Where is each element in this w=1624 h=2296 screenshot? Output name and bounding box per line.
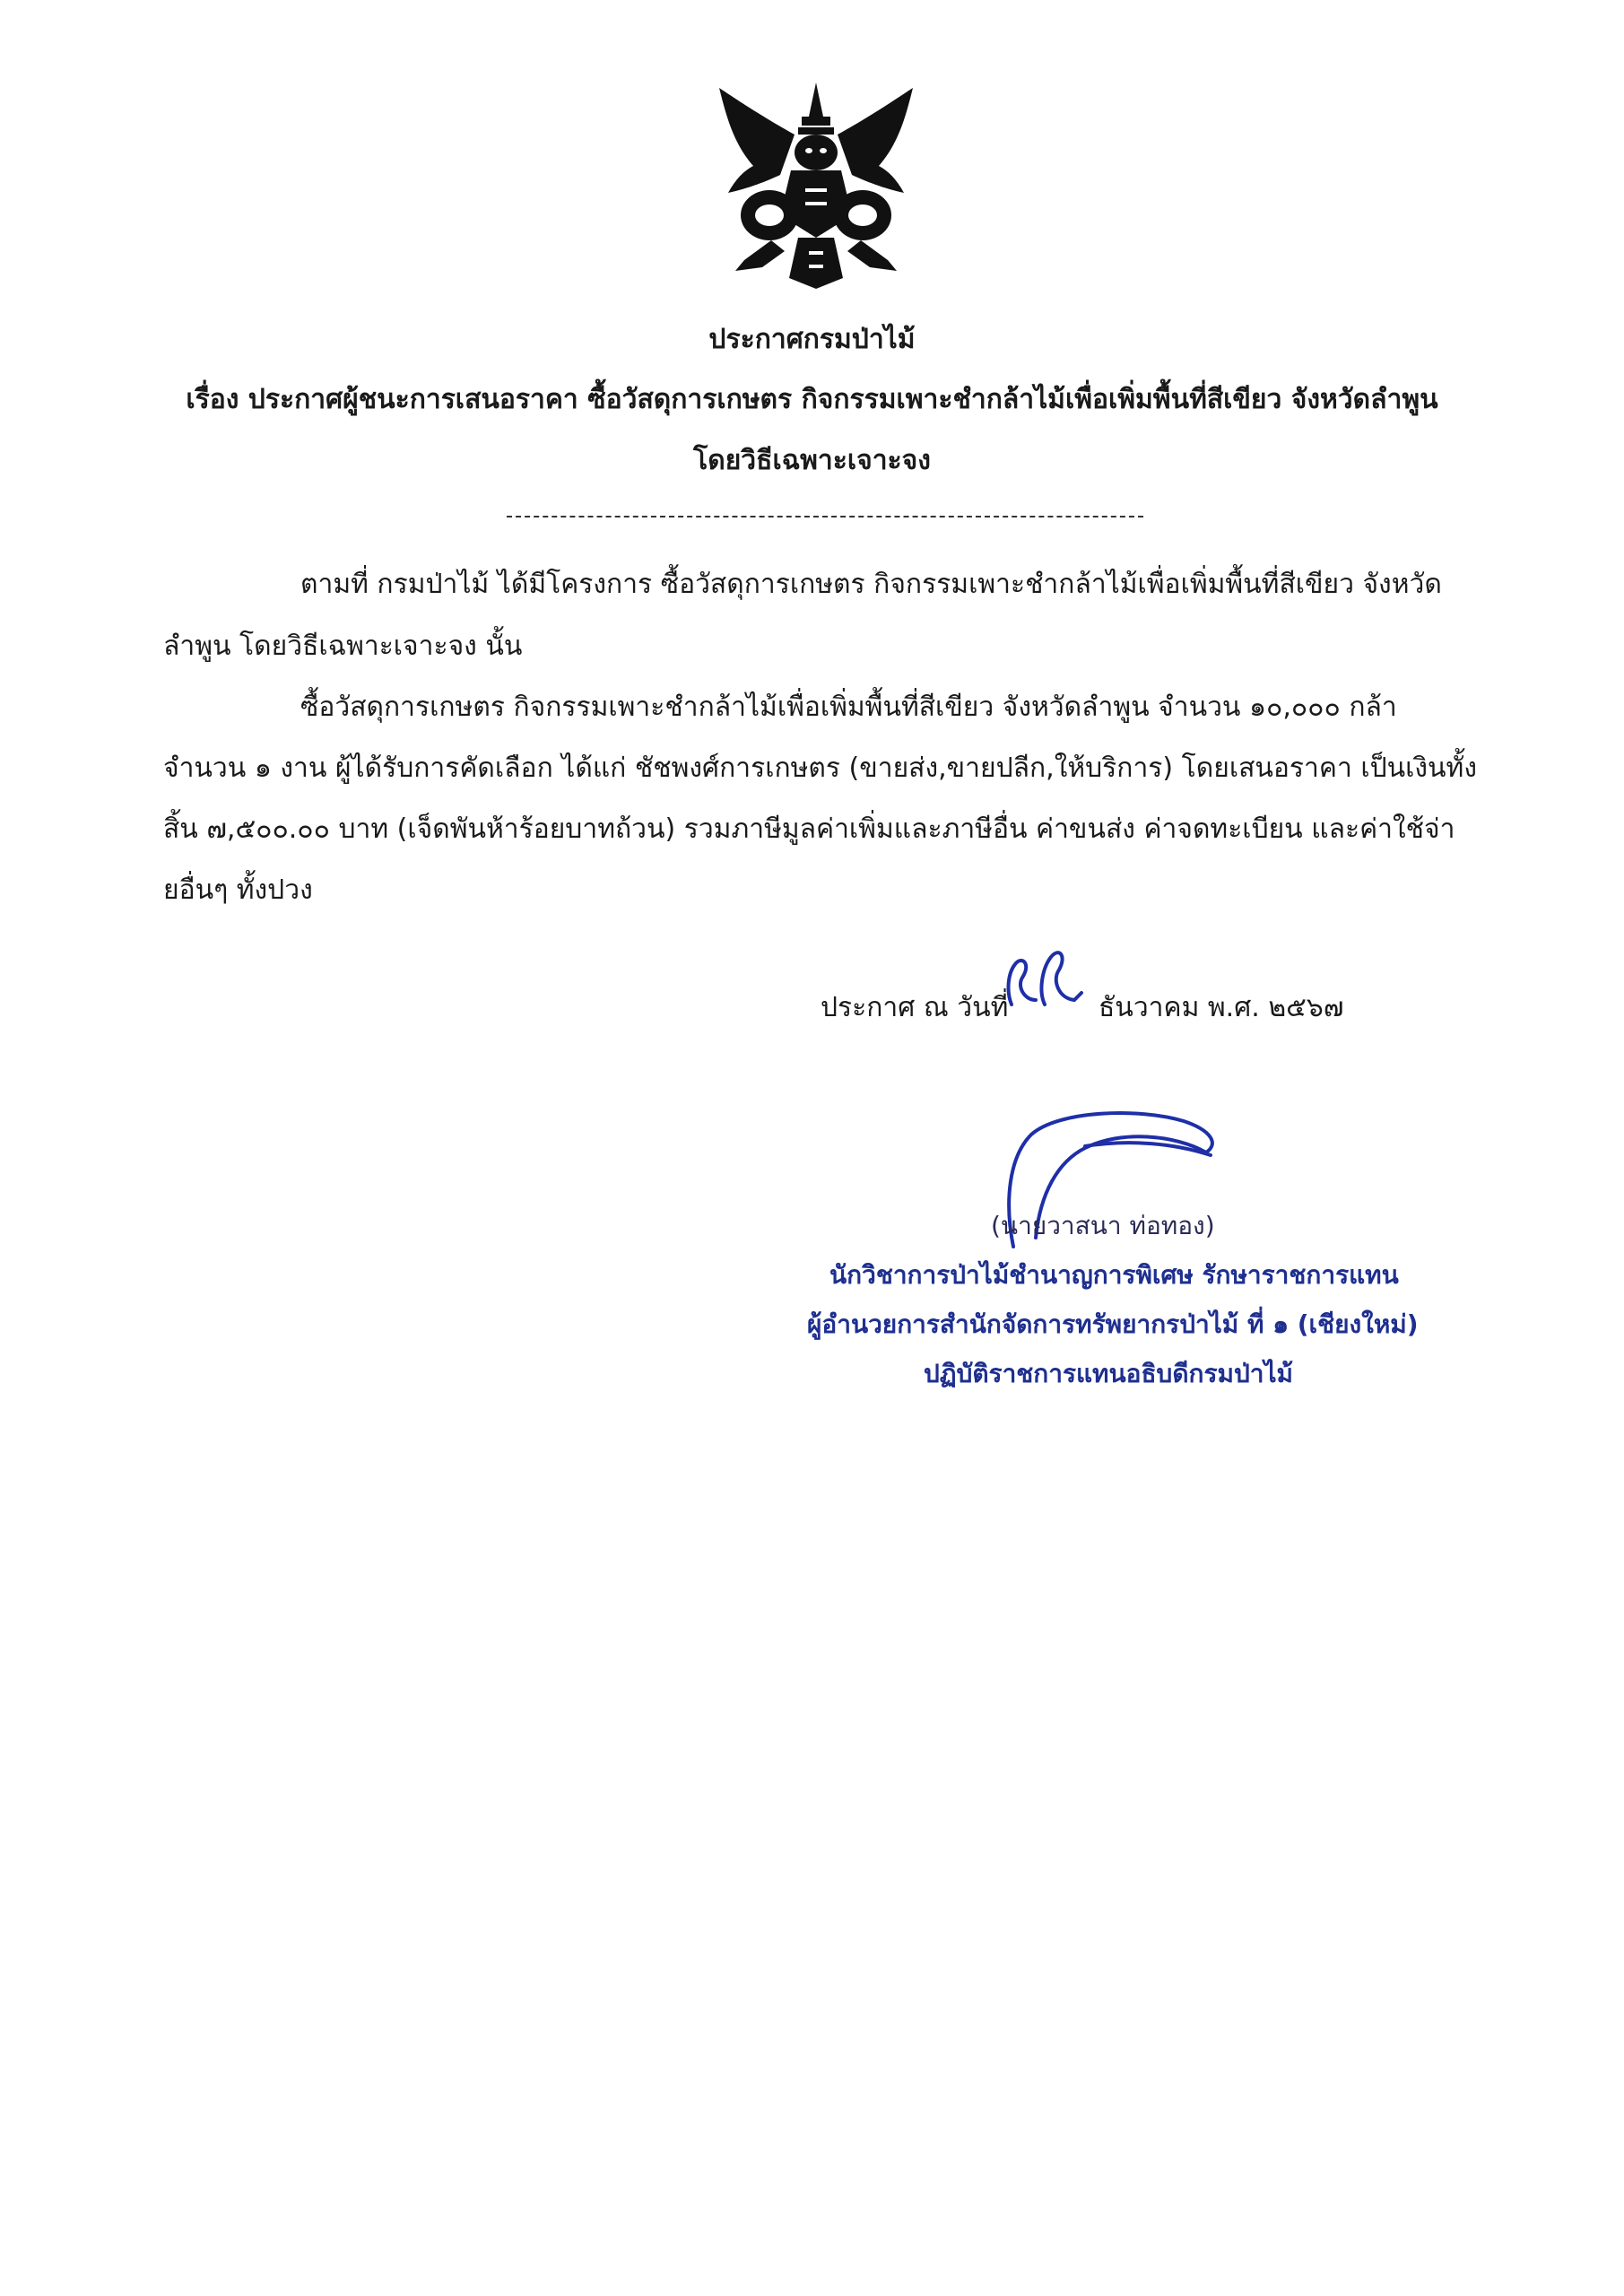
body-paragraph-1-line-2: ลำพูน โดยวิธีเฉพาะเจาะจง นั้น [163, 631, 523, 662]
procurement-method: โดยวิธีเฉพาะเจาะจง [693, 445, 931, 476]
body-paragraph-2-line-2: จำนวน ๑ งาน ผู้ได้รับการคัดเลือก ได้แก่ ชัชพงศ์การเกษตร (ขายส่ง,ขายปลีก,ให้บริการ) โดยเสนอราคา เป็นเงินทั้ง [163, 752, 1477, 784]
body-paragraph-2-line-4: ยอื่นๆ ทั้งปวง [163, 874, 313, 906]
announcement-subject: เรื่อง ประกาศผู้ชนะการเสนอราคา ซื้อวัสดุการเกษตร กิจกรรมเพาะชำกล้าไม้เพื่อเพิ่มพื้นที่สีเขียว จังหวัดลำพูน [186, 384, 1438, 415]
body-paragraph-2-line-3: สิ้น ๗,๕๐๐.๐๐ บาท (เจ็ดพันห้าร้อยบาทถ้วน) รวมภาษีมูลค่าเพิ่มและภาษีอื่น ค่าขนส่ง ค่าจดทะเบียน และค่าใช้จ่า [163, 813, 1455, 845]
signer-title-2: ผู้อำนวยการสำนักจัดการทรัพยากรป่าไม้ ที่ ๑ (เชียงใหม่) [807, 1309, 1419, 1339]
garuda-emblem-icon [708, 81, 924, 291]
signer-title-3: ปฏิบัติราชการแทนอธิบดีกรมป่าไม้ [924, 1359, 1294, 1388]
signer-name: (นายวาสนา ท่อทอง) [991, 1211, 1215, 1240]
signer-title-1: นักวิชาการป่าไม้ชำนาญการพิเศษ รักษาราชการแทน [829, 1260, 1399, 1290]
date-prefix: ประกาศ ณ วันที่ [821, 992, 1009, 1023]
body-paragraph-1-line-1: ตามที่ กรมป่าไม้ ได้มีโครงการ ซื้อวัสดุการเกษตร กิจกรรมเพาะชำกล้าไม้เพื่อเพิ่มพื้นที่สีเขียว จังหวัด [300, 569, 1442, 600]
handwritten-day-number [995, 937, 1094, 1018]
title-divider [507, 516, 1143, 517]
date-suffix: ธันวาคม พ.ศ. ๒๕๖๗ [1099, 992, 1344, 1023]
body-paragraph-2-line-1: ซื้อวัสดุการเกษตร กิจกรรมเพาะชำกล้าไม้เพื่อเพิ่มพื้นที่สีเขียว จังหวัดลำพูน จำนวน ๑๐,๐๐๐ กล้า [300, 691, 1397, 723]
announcement-agency: ประกาศกรมป่าไม้ [708, 324, 916, 355]
